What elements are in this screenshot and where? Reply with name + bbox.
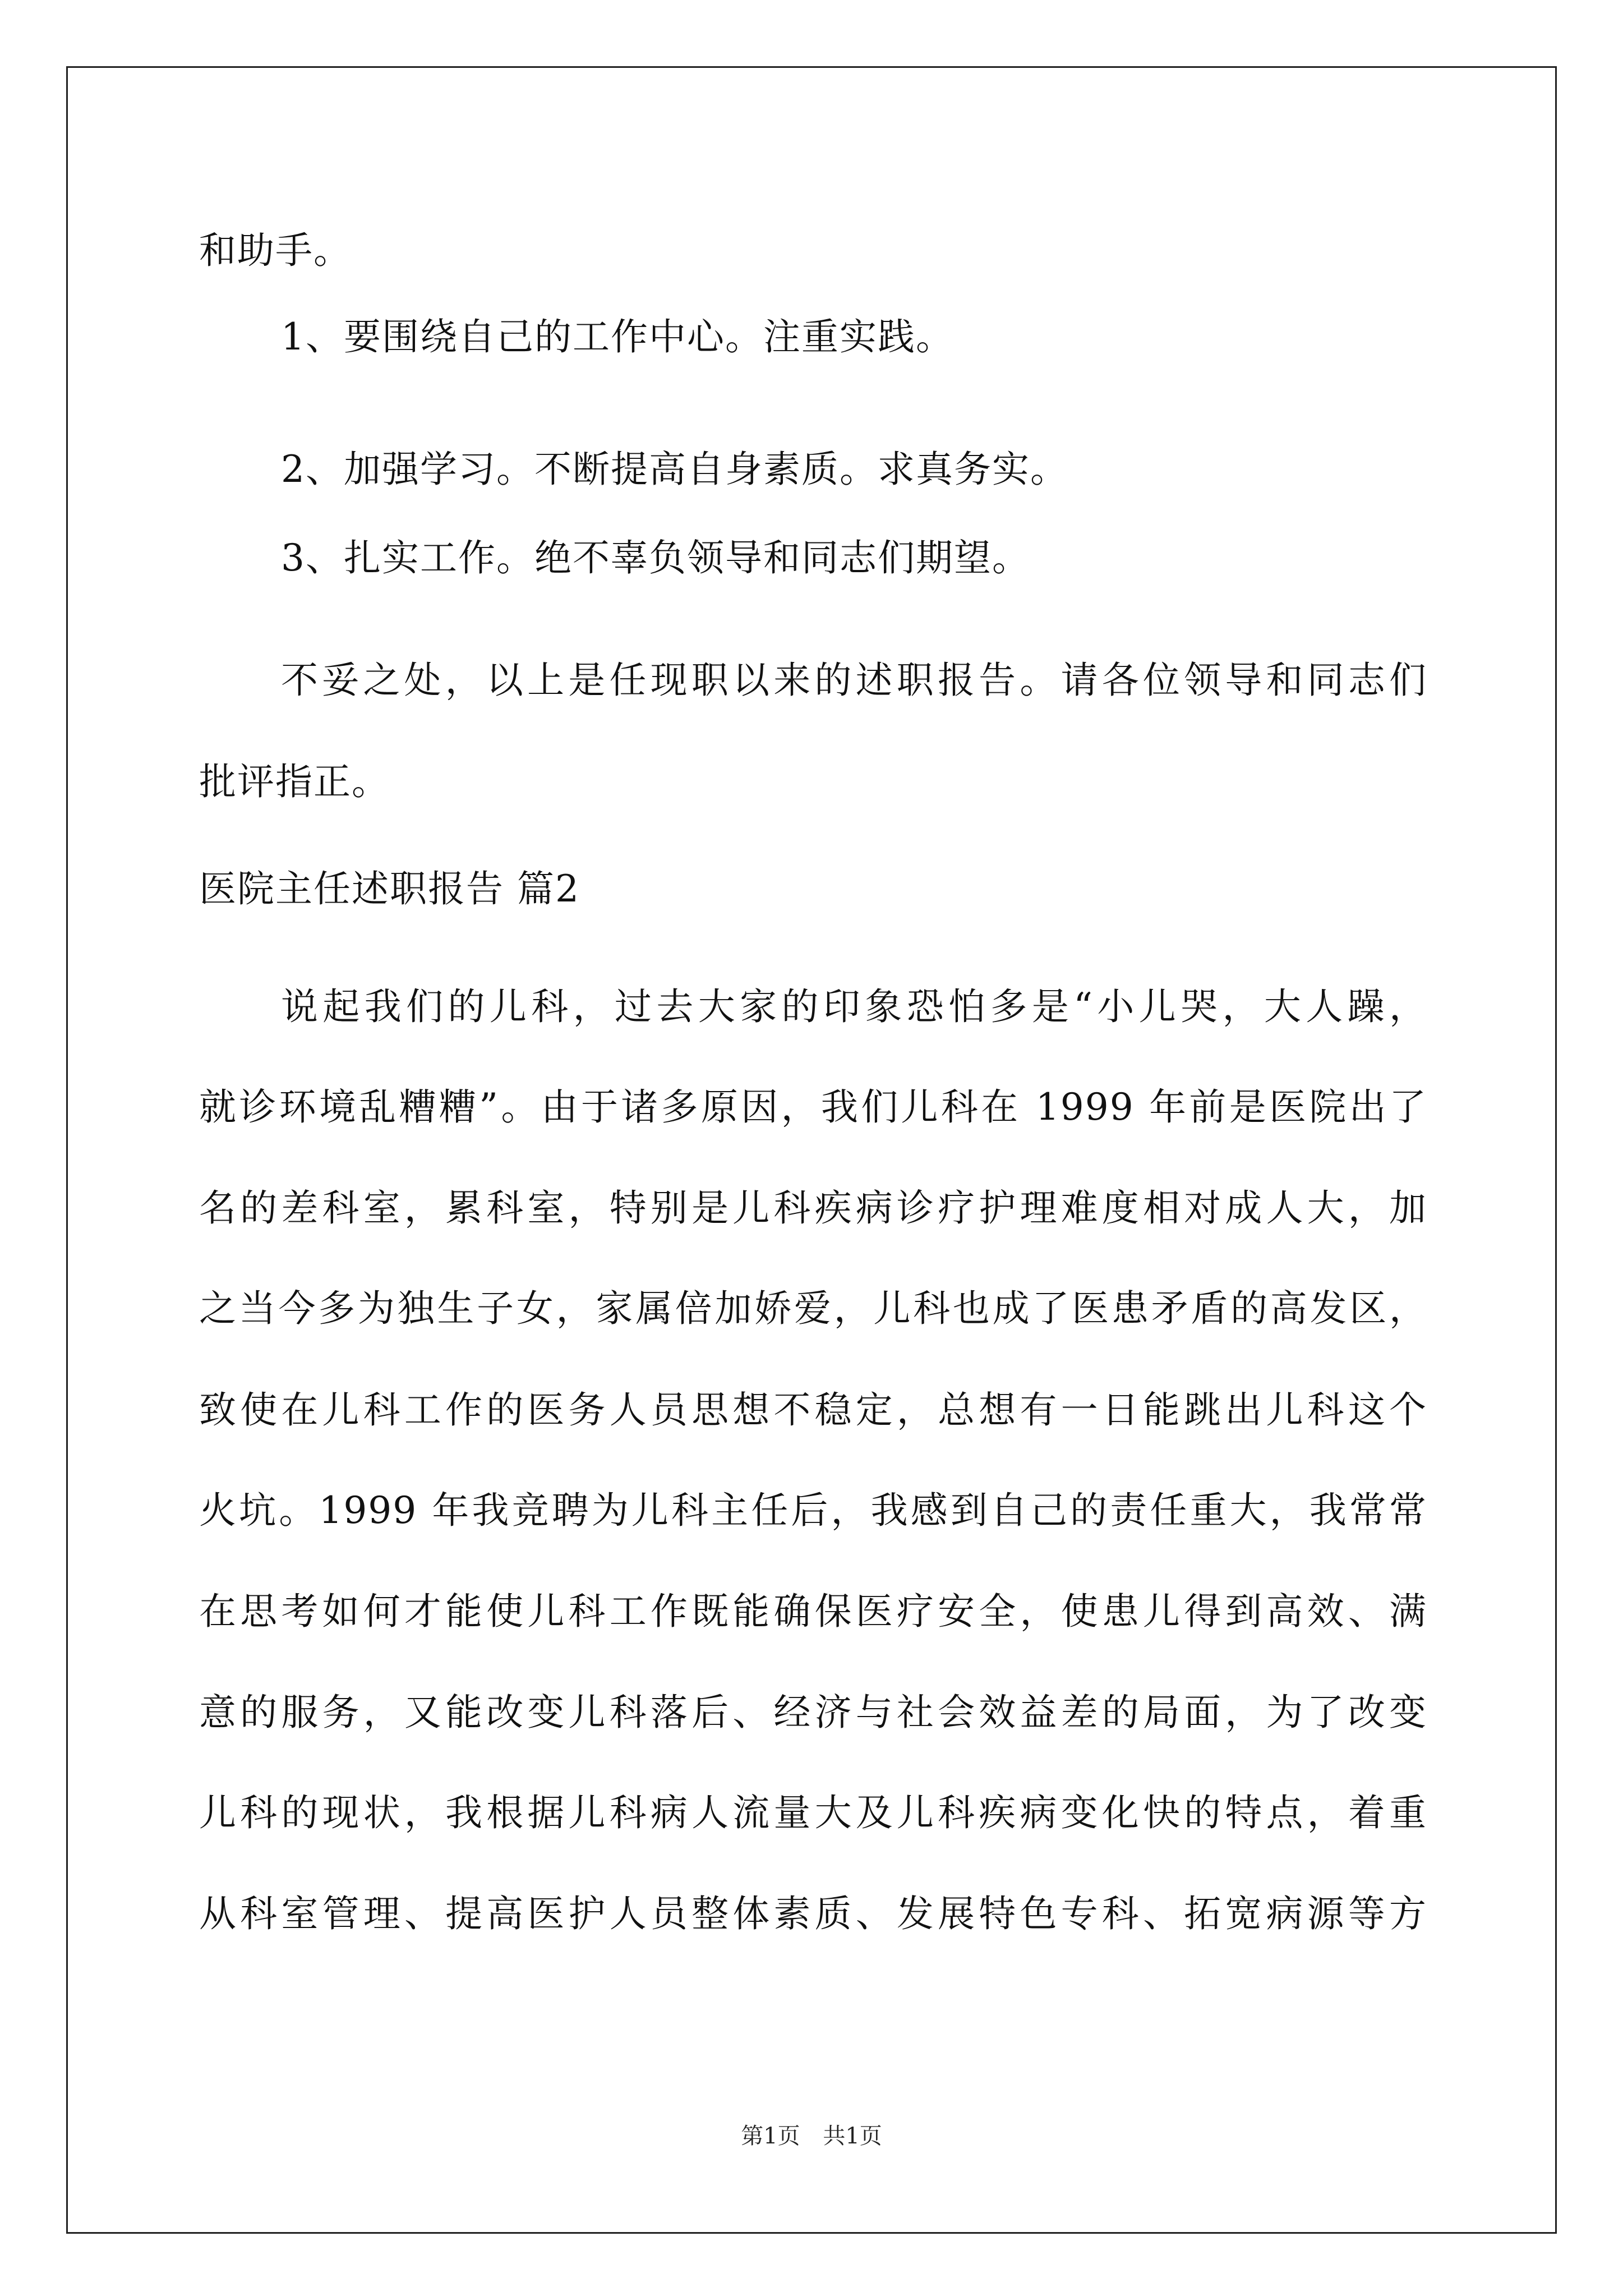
- section-heading: 医院主任述职报告 篇2: [199, 867, 580, 910]
- text-line: 之当今多为独生子女，家属倍加娇爱，儿科也成了医患矛盾的高发区，: [199, 1287, 1427, 1330]
- text-line: 不妥之处，以上是任现职以来的述职报告。请各位领导和同志们: [281, 659, 1427, 702]
- text-line: 名的差科室，累科室，特别是儿科疾病诊疗护理难度相对成人大，加: [199, 1186, 1427, 1230]
- page-number: 第1页: [741, 2123, 800, 2149]
- list-item: 2、加强学习。不断提高自身素质。求真务实。: [281, 448, 1068, 491]
- text-line: 和助手。: [199, 229, 352, 272]
- page-footer: [0, 2125, 1623, 2147]
- text-line: 就诊环境乱糟糟”。由于诸多原因，我们儿科在 1999 年前是医院出了: [199, 1085, 1427, 1129]
- list-item: 3、扎实工作。绝不辜负领导和同志们期望。: [281, 536, 1030, 579]
- text-line: 火坑。1999 年我竞聘为儿科主任后，我感到自己的责任重大，我常常: [199, 1489, 1427, 1532]
- text-line: 儿科的现状，我根据儿科病人流量大及儿科疾病变化快的特点，着重: [199, 1791, 1427, 1834]
- text-line: 意的服务，又能改变儿科落后、经济与社会效益差的局面，为了改变: [199, 1691, 1427, 1734]
- list-item: 1、要围绕自己的工作中心。注重实践。: [281, 315, 954, 358]
- text-line: 从科室管理、提高医护人员整体素质、发展特色专科、拓宽病源等方: [199, 1892, 1427, 1935]
- text-line: 说起我们的儿科，过去大家的印象恐怕多是“小儿哭，大人躁，: [281, 985, 1427, 1028]
- page-total: 共1页: [823, 2123, 882, 2149]
- text-line: 致使在儿科工作的医务人员思想不稳定，总想有一日能跳出儿科这个: [199, 1388, 1427, 1432]
- text-line: 批评指正。: [199, 760, 390, 803]
- text-line: 在思考如何才能使儿科工作既能确保医疗安全，使患儿得到高效、满: [199, 1590, 1427, 1633]
